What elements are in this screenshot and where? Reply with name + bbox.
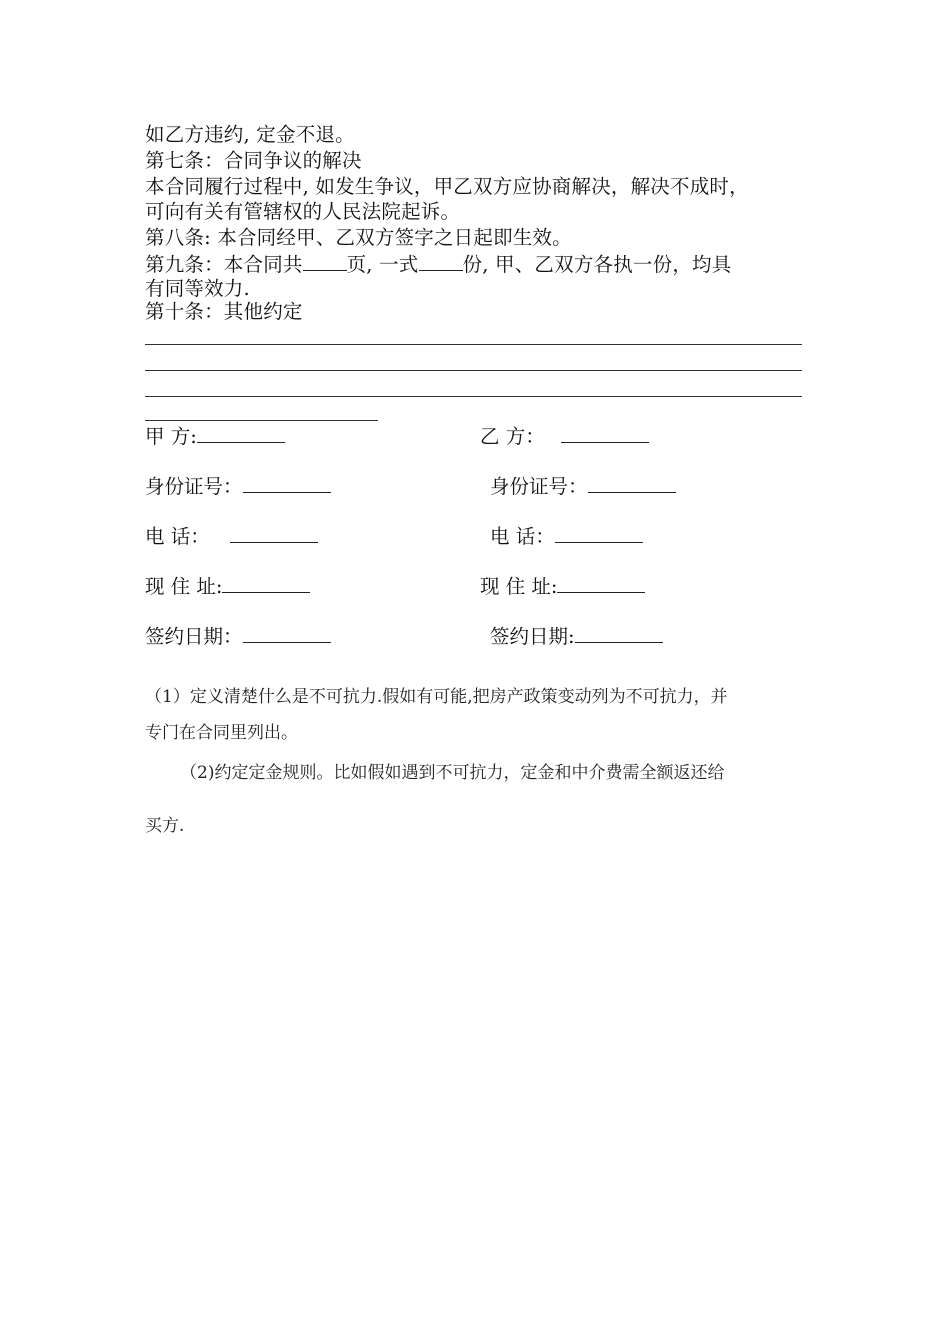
article-9-line1 <box>145 252 731 277</box>
party-b-id-label: 身份证号： <box>490 475 588 498</box>
article-9-part2: 页, 一式 <box>346 253 419 276</box>
article-8: 第八条: 本合同经甲、乙双方签字之日起即生效。 <box>145 226 572 249</box>
copies-blank[interactable] <box>419 252 463 271</box>
party-b-address-blank[interactable] <box>557 574 645 593</box>
party-a-date-row <box>145 624 331 649</box>
party-b-id-row <box>490 474 676 499</box>
party-a-phone-blank[interactable] <box>230 524 318 543</box>
note-1-line1: （1）定义清楚什么是不可抗力.假如有可能,把房产政策变动列为不可抗力，并 <box>145 687 728 707</box>
party-b-row <box>480 424 649 449</box>
other-terms-line-3[interactable] <box>145 396 802 397</box>
other-terms-line-2[interactable] <box>145 370 802 371</box>
party-b-phone-row <box>490 524 643 549</box>
party-b-date-label: 签约日期: <box>490 625 575 648</box>
party-a-label: 甲 方: <box>145 425 197 448</box>
party-a-phone-label: 电 话： <box>145 525 210 548</box>
article-10-title: 第十条：其他约定 <box>145 300 303 323</box>
party-b-address-label: 现 住 址: <box>480 575 558 598</box>
article-7-text-line1: 本合同履行过程中, 如发生争议，甲乙双方应协商解决，解决不成时， <box>145 175 749 198</box>
party-a-row <box>145 424 285 449</box>
party-a-blank[interactable] <box>197 424 285 443</box>
party-b-id-blank[interactable] <box>588 474 676 493</box>
party-a-id-blank[interactable] <box>243 474 331 493</box>
note-2-line1: （2)约定定金规则。比如假如遇到不可抗力，定金和中介费需全额返还给 <box>180 763 725 783</box>
party-a-address-row <box>145 574 310 599</box>
party-a-address-label: 现 住 址: <box>145 575 223 598</box>
other-terms-line-1[interactable] <box>145 344 802 345</box>
article-9-part1: 第九条：本合同共 <box>145 253 303 276</box>
article-7-text-line2: 可向有关有管辖权的人民法院起诉。 <box>145 200 461 223</box>
clause-deposit-forfeit: 如乙方违约, 定金不退。 <box>145 123 355 146</box>
party-a-phone-row <box>145 524 318 549</box>
party-b-label: 乙 方： <box>480 425 545 448</box>
party-b-blank[interactable] <box>561 424 649 443</box>
party-b-date-row <box>490 624 663 649</box>
party-a-id-label: 身份证号： <box>145 475 243 498</box>
party-a-date-blank[interactable] <box>243 624 331 643</box>
other-terms-line-4[interactable] <box>145 420 378 421</box>
pages-blank[interactable] <box>303 252 347 271</box>
article-9-part3: 份, 甲、乙双方各执一份，均具 <box>462 253 732 276</box>
party-a-address-blank[interactable] <box>222 574 310 593</box>
party-b-date-blank[interactable] <box>575 624 663 643</box>
note-1-line2: 专门在合同里列出。 <box>145 723 298 743</box>
party-a-date-label: 签约日期： <box>145 625 243 648</box>
party-a-id-row <box>145 474 331 499</box>
party-b-address-row <box>480 574 645 599</box>
party-b-phone-blank[interactable] <box>555 524 643 543</box>
article-9-line2: 有同等效力. <box>145 277 250 300</box>
article-7-title: 第七条：合同争议的解决 <box>145 149 362 172</box>
party-b-phone-label: 电 话： <box>490 525 555 548</box>
note-2-line2: 买方. <box>145 816 185 836</box>
